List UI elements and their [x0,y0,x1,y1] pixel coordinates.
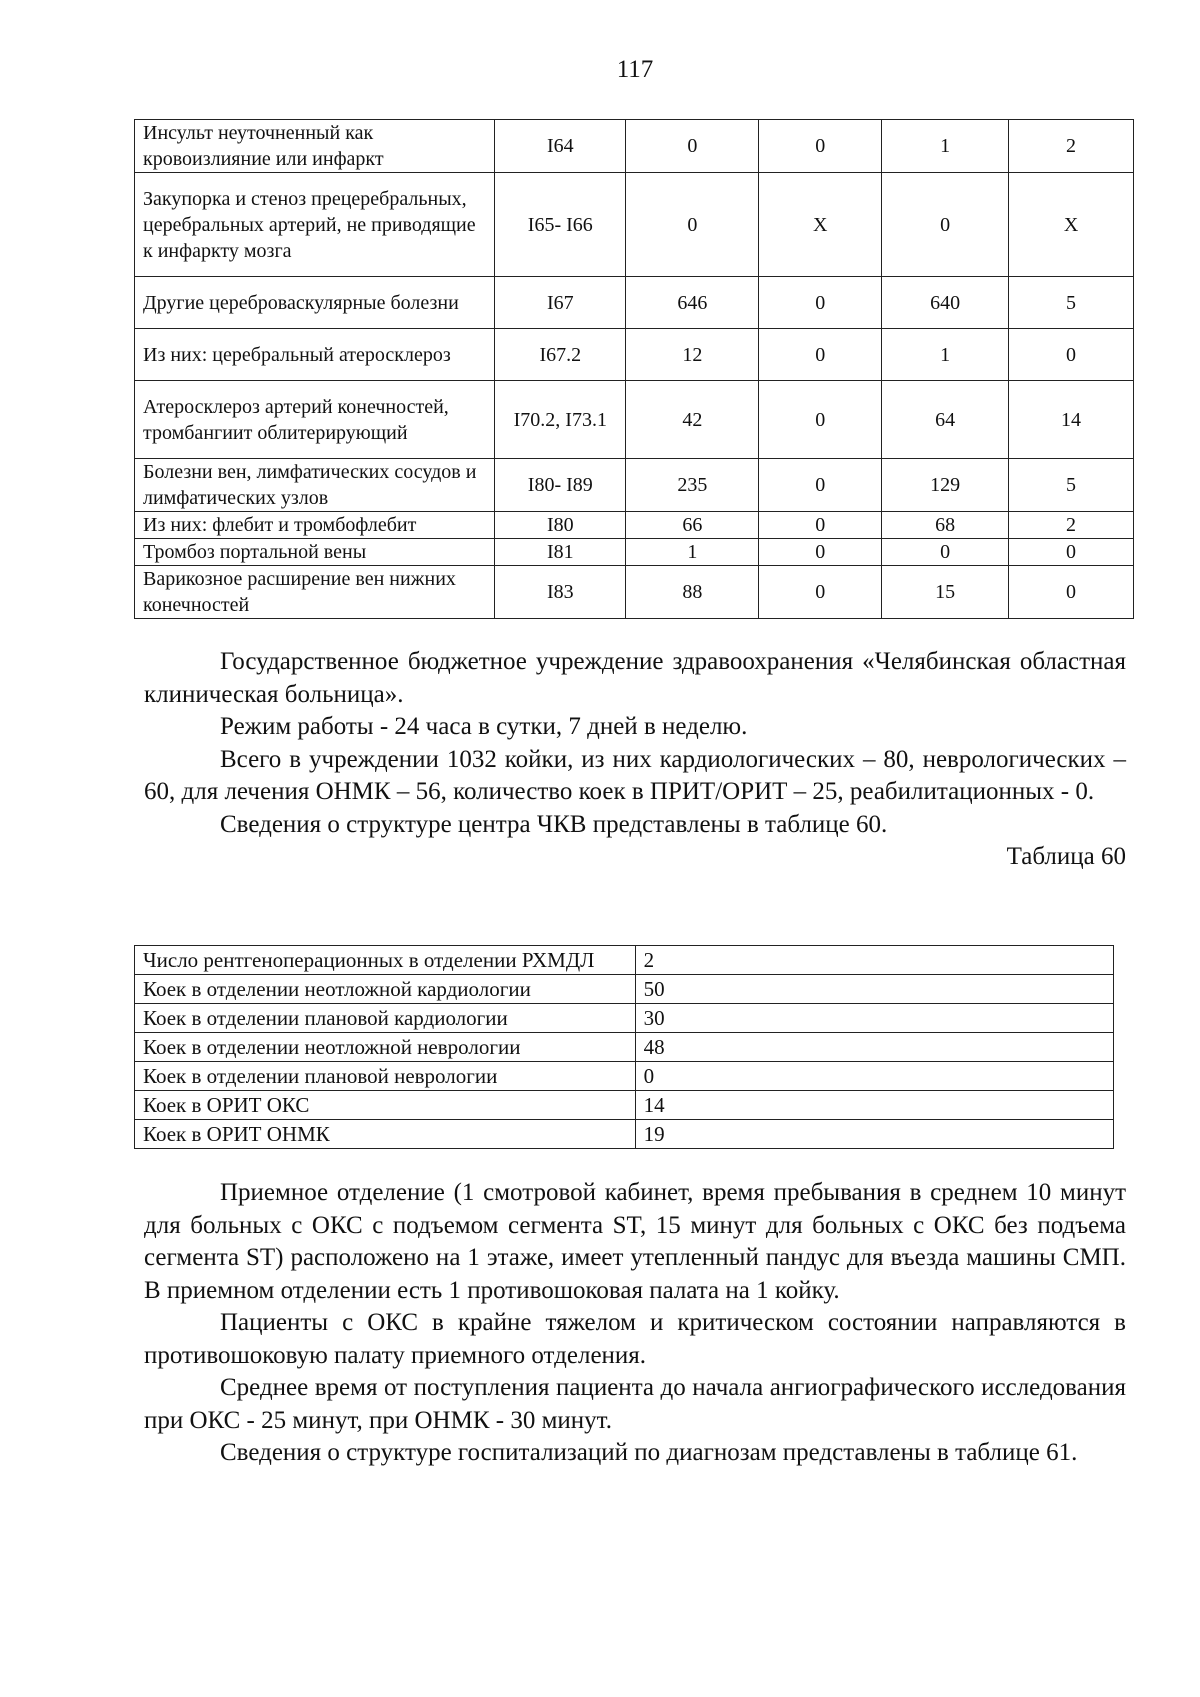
body-text-2 [144,1177,1126,1470]
table-cell: 0 [1009,539,1134,566]
table-cell: 640 [882,277,1009,329]
table-row [135,1091,1114,1120]
table-cell: 0 [759,539,882,566]
table-cell: 0 [1009,566,1134,619]
page-number: 117 [616,56,654,83]
table-cell: 0 [759,381,882,459]
disease-name: Из них: церебральный атеросклероз [135,329,495,381]
row-label: Коек в отделении неотложной кардиологии [135,975,636,1004]
table-cell: 0 [759,459,882,512]
paragraph: Сведения о структуре центра ЧКВ представлены в таблице 60. [220,810,888,838]
icd-code: I80- I89 [495,459,626,512]
row-value: 30 [635,1004,1113,1033]
table-cell: 2 [1009,512,1134,539]
table-cell: 0 [759,329,882,381]
table-cell: 66 [626,512,759,539]
table-cell: 1 [882,120,1009,173]
table-cell: 235 [626,459,759,512]
table-cell: 5 [1009,459,1134,512]
pci-center-structure-table [134,945,1114,1149]
table-cell: 42 [626,381,759,459]
table-row [135,459,1134,512]
table-row [135,381,1134,459]
table-row [135,1062,1114,1091]
table-row [135,946,1114,975]
table-cell: 64 [882,381,1009,459]
icd-code: I81 [495,539,626,566]
table-cell: 0 [626,120,759,173]
paragraph: Государственное бюджетное учреждение здравоохранения «Челябинская областная клиническая больница». [144,648,1126,708]
table-row [135,566,1134,619]
paragraph: Пациенты с ОКС в крайне тяжелом и критическом состоянии направляются в противошоковую палату приемного отделения. [144,1309,1126,1369]
disease-name: Болезни вен, лимфатических сосудов и лимфатических узлов [135,459,495,512]
body-text-1 [144,646,1126,874]
table-cell: 0 [759,120,882,173]
table-row [135,1120,1114,1149]
disease-name: Другие цереброваскулярные болезни [135,277,495,329]
disease-statistics-table [134,119,1134,619]
table-cell: 12 [626,329,759,381]
table-row [135,277,1134,329]
table-cell: 646 [626,277,759,329]
table-row [135,539,1134,566]
row-label: Коек в отделении неотложной неврологии [135,1033,636,1062]
icd-code: I67 [495,277,626,329]
paragraph: Среднее время от поступления пациента до начала ангиографического исследования при ОКС - 25 минут, при ОНМК - 30 минут. [144,1374,1126,1434]
table-cell: 0 [759,512,882,539]
table-cell: 68 [882,512,1009,539]
row-label: Коек в ОРИТ ОНМК [135,1120,636,1149]
icd-code: I67.2 [495,329,626,381]
table-row [135,975,1114,1004]
table-row [135,512,1134,539]
icd-code: I64 [495,120,626,173]
disease-name: Тромбоз портальной вены [135,539,495,566]
table-cell: 0 [759,277,882,329]
row-value: 0 [635,1062,1113,1091]
row-label: Коек в отделении плановой неврологии [135,1062,636,1091]
table-cell: 0 [882,539,1009,566]
table-cell: 2 [1009,120,1134,173]
icd-code: I80 [495,512,626,539]
table-cell: 129 [882,459,1009,512]
table-row [135,120,1134,173]
table-cell: 5 [1009,277,1134,329]
paragraph: Сведения о структуре госпитализаций по диагнозам представлены в таблице 61. [220,1439,1078,1466]
table-caption: Таблица 60 [1006,843,1126,870]
table-cell: 1 [882,329,1009,381]
row-value: 50 [635,975,1113,1004]
row-label: Коек в ОРИТ ОКС [135,1091,636,1120]
row-label: Коек в отделении плановой кардиологии [135,1004,636,1033]
disease-name: Из них: флебит и тромбофлебит [135,512,495,539]
paragraph: Приемное отделение (1 смотровой кабинет, время пребывания в среднем 10 минут для больных с ОКС с подъемом сегмента ST, 15 минут для больных с ОКС без подъема сегмента ST) расположено на 1 этаже, имеет утепленный пандус для въезда машины СМП. В приемном отделении есть 1 противошоковая палата на 1 койку. [144,1179,1126,1304]
table-cell: 1 [626,539,759,566]
table-cell: 15 [882,566,1009,619]
icd-code: I65- I66 [495,173,626,277]
table-cell: 0 [759,566,882,619]
icd-code: I70.2, I73.1 [495,381,626,459]
table-row [135,1033,1114,1062]
row-value: 48 [635,1033,1113,1062]
icd-code: I83 [495,566,626,619]
table-cell: X [759,173,882,277]
table-cell: 0 [882,173,1009,277]
table-cell: 0 [1009,329,1134,381]
table-row [135,329,1134,381]
table-row [135,173,1134,277]
table-cell: 0 [626,173,759,277]
disease-name: Закупорка и стеноз прецеребральных, церебральных артерий, не приводящие к инфаркту мозга [135,173,495,277]
disease-name: Инсульт неуточненный как кровоизлияние или инфаркт [135,120,495,173]
row-value: 14 [635,1091,1113,1120]
disease-name: Атеросклероз артерий конечностей, тромбангиит облитерирующий [135,381,495,459]
paragraph: Режим работы - 24 часа в сутки, 7 дней в неделю. [220,713,748,740]
paragraph: Всего в учреждении 1032 койки, из них кардиологических – 80, неврологических – 60, для лечения ОНМК – 56, количество коек в ПРИТ/ОРИТ – 25, реабилитационных - 0. [144,745,1126,805]
row-value: 19 [635,1120,1113,1149]
row-label: Число рентгеноперационных в отделении РХМДЛ [135,946,636,975]
table-cell: 88 [626,566,759,619]
table-cell: X [1009,173,1134,277]
table-row [135,1004,1114,1033]
row-value: 2 [635,946,1113,975]
disease-name: Варикозное расширение вен нижних конечностей [135,566,495,619]
table-cell: 14 [1009,381,1134,459]
